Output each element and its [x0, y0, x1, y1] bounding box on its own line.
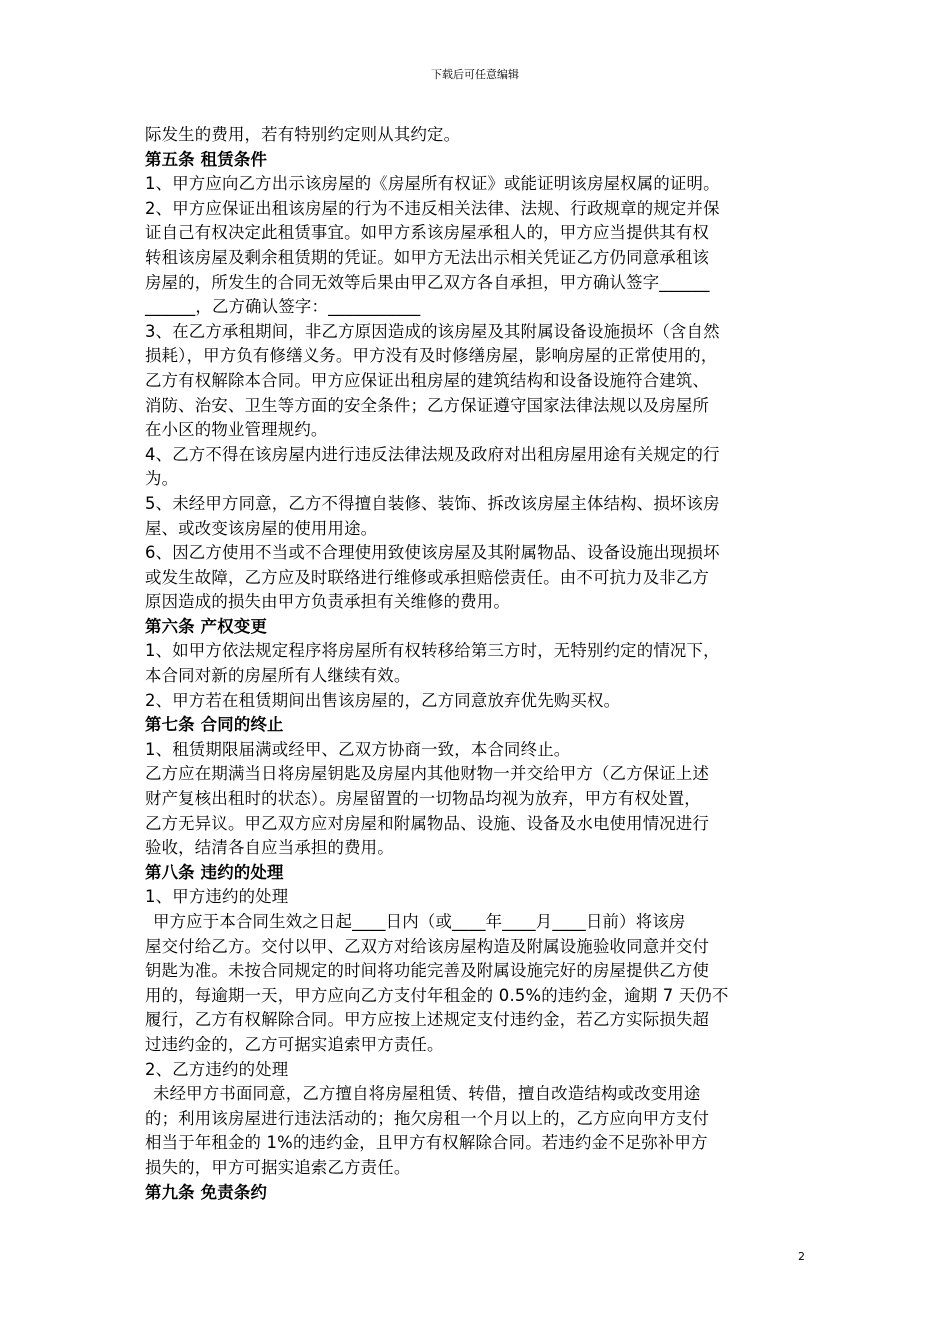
text-line: 6、因乙方使用不当或不合理使用致使该房屋及其附属物品、设备设施出现损坏	[145, 543, 720, 563]
text-line: 损失的，甲方可据实追索乙方责任。	[145, 1157, 411, 1177]
text-line: 2、乙方违约的处理	[145, 1059, 289, 1079]
text-line: 1、甲方违约的处理	[145, 887, 289, 907]
text-line: 2、甲方若在租赁期间出售该房屋的，乙方同意放弃优先购买权。	[145, 690, 621, 710]
text-line: 未经甲方书面同意，乙方擅自将房屋租赁、转借，擅自改造结构或改变用途	[153, 1084, 701, 1104]
section-heading: 第九条 免责条约	[145, 1182, 268, 1202]
text-line: 乙方应在期满当日将房屋钥匙及房屋内其他财物一并交给甲方（乙方保证上述	[145, 764, 710, 784]
text-line: 屋交付给乙方。交付以甲、乙双方对给该房屋构造及附属设施验收同意并交付	[145, 936, 710, 956]
text-line: 本合同对新的房屋所有人继续有效。	[145, 666, 411, 686]
text-line: 用的，每逾期一天，甲方应向乙方支付年租金的 0.5%的违约金，逾期 7 天仍不	[145, 985, 729, 1005]
text-line: 损耗），甲方负有修缮义务。甲方没有及时修缮房屋，影响房屋的正常使用的，	[145, 346, 718, 366]
text-line: 4、乙方不得在该房屋内进行违反法律法规及政府对出租房屋用途有关规定的行	[145, 444, 720, 464]
text-line: 2、甲方应保证出租该房屋的行为不违反相关法律、法规、行政规章的规定并保	[145, 198, 720, 218]
text-line: 乙方无异议。甲乙双方应对房屋和附属物品、设施、设备及水电使用情况进行	[145, 813, 710, 833]
section-heading: 第六条 产权变更	[145, 616, 268, 636]
text-line: 乙方有权解除本合同。甲方应保证出租房屋的建筑结构和设备设施符合建筑、	[145, 370, 710, 390]
text-line: 钥匙为准。未按合同规定的时间将功能完善及附属设施完好的房屋提供乙方使	[145, 961, 710, 981]
text-line: 转租该房屋及剩余租赁期的凭证。如甲方无法出示相关凭证乙方仍同意承租该	[145, 247, 710, 267]
section-heading: 第八条 违约的处理	[145, 862, 284, 882]
text-line: 为。	[145, 469, 179, 489]
text-line: 的；利用该房屋进行违法活动的；拖欠房租一个月以上的，乙方应向甲方支付	[145, 1108, 710, 1128]
text-line: 消防、治安、卫生等方面的安全条件；乙方保证遵守国家法律法规以及房屋所	[145, 395, 710, 415]
text-line: 房屋的，所发生的合同无效等后果由甲乙双方各自承担，甲方确认签字______	[145, 272, 710, 292]
text-line: 际发生的费用，若有特别约定则从其约定。	[145, 125, 461, 144]
text-line: 屋、或改变该房屋的使用用途。	[145, 518, 378, 538]
text-line: 原因造成的损失由甲方负责承担有关维修的费用。	[145, 592, 510, 612]
text-line: 1、如甲方依法规定程序将房屋所有权转移给第三方时，无特别约定的情况下，	[145, 641, 720, 661]
section-heading: 第七条 合同的终止	[145, 715, 284, 735]
text-line: 在小区的物业管理规约。	[145, 420, 328, 440]
text-line: 1、甲方应向乙方出示该房屋的《房屋所有权证》或能证明该房屋权属的证明。	[145, 174, 720, 194]
page-number: 2	[798, 1250, 805, 1263]
document-body	[145, 123, 815, 1205]
section-heading: 第五条 租赁条件	[145, 149, 268, 169]
text-line: 甲方应于本合同生效之日起____日内（或____年____月____日前）将该房	[153, 912, 686, 931]
text-line: 履行，乙方有权解除合同。甲方应按上述规定支付违约金，若乙方实际损失超	[145, 1010, 710, 1030]
text-line: ______，乙方确认签字：___________	[145, 297, 421, 317]
text-line: 验收，结清各自应当承担的费用。	[145, 838, 394, 858]
page-header: 下载后可任意编辑	[431, 68, 519, 81]
text-line: 证自己有权决定此租赁事宜。如甲方系该房屋承租人的，甲方应当提供其有权	[145, 223, 710, 243]
text-line: 或发生故障，乙方应及时联络进行维修或承担赔偿责任。由不可抗力及非乙方	[145, 567, 710, 587]
text-line: 3、在乙方承租期间，非乙方原因造成的该房屋及其附属设备设施损坏（含自然	[145, 321, 720, 341]
text-line: 过违约金的，乙方可据实追索甲方责任。	[145, 1034, 444, 1054]
text-line: 相当于年租金的 1%的违约金，且甲方有权解除合同。若违约金不足弥补甲方	[145, 1133, 708, 1153]
text-line: 财产复核出租时的状态）。房屋留置的一切物品均视为放弃，甲方有权处置，	[145, 789, 701, 809]
text-line: 1、租赁期限届满或经甲、乙双方协商一致，本合同终止。	[145, 739, 571, 759]
text-line: 5、未经甲方同意，乙方不得擅自装修、装饰、拆改该房屋主体结构、损坏该房	[145, 493, 720, 513]
